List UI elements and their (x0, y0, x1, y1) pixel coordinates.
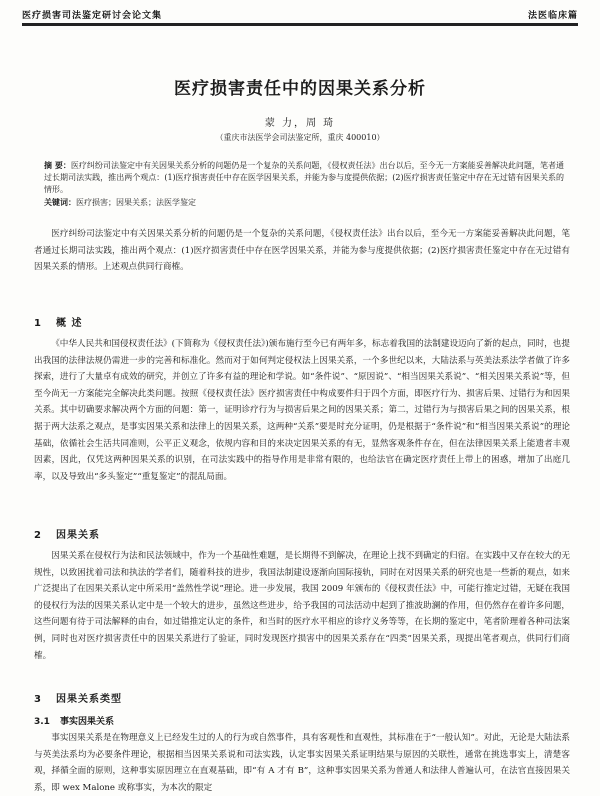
intro-paragraph: 医疗纠纷司法鉴定中有关因果关系分析的问题仍是一个复杂的关系问题，《侵权责任法》出台以后，至今无一方案能妥善解决此问题，笔者通过长期司法实践，推出两个观点：(1)医疗损害责任中存在医学因果关系，并能为参与度提供依据；(2)医疗损害责任鉴定中存在无过错有因果关系的情形。上述观点供同行商榷。 (34, 229, 570, 273)
keywords-label: 关键词： (44, 198, 76, 207)
subsection-number: 3.1 (34, 717, 50, 727)
running-header-right: 法医临床篇 (527, 11, 578, 21)
section-heading-3 (34, 690, 122, 705)
subsection-heading-3-1 (34, 714, 114, 727)
subsection-title: 事实因果关系 (60, 717, 115, 727)
abstract-label: 摘 要： (44, 161, 71, 170)
running-header (22, 8, 578, 28)
section-number: 1 (34, 318, 42, 329)
article-affiliation: （重庆市法医学会司法鉴定所，重庆 400010） (215, 133, 385, 142)
section-1-text: 《中华人民共和国侵权责任法》(下简称为《侵权责任法》)颁布施行至今已有两年多，标志着我国的法制建设迈向了新的起点，同时，也提出我国的法律法规仍需进一步的完善和标准化。然而对于如何判定侵权法上因果关系，一个多世纪以来，大陆法系与英美法系法学者做了许多探索，进行了大量卓有成效的研究，并创立了许多有益的理论和学说。如“条件说”、“原因说”、“相当因果关系说”、“相关因果关系说”等，但至今尚无一方案能完全解决此类问题。按照《侵权责任法》医疗损害责任中构成要件归于四个方面，即医疗行为、损害后果、过错行为和因果关系。其中切确要求解决两个方面的问题：第一，证明诊疗行为与损害后果之间的因果关系；第二，过错行为与损害后果之间的因果关系，根据于两大法系之观点，是事实因果关系和法律上的因果关系，这两种“关系”要是时充分证明，仍是根据于“条件说”和“相当因果关系说”的理论基础，依循社会生活共同准则，公平正义观念，依规内容和目的来决定因果关系的有无，显然客观条件存在，但在法律因果关系上能遗者丰观因素，因此，仅凭这两种因果关系的识别，在司法实践中的指导作用是非常有限的，也给法官在确定医疗责任上带上的困惑，增加了出庭几率，以及导致出“多头鉴定”“重复鉴定”的混乱局面。 (34, 339, 570, 482)
abstract-text: 医疗纠纷司法鉴定中有关因果关系分析的问题仍是一个复杂的关系问题，《侵权责任法》出台以后，至今无一方案能妥善解决此问题，笔者通过长期司法实践，推出两个观点：(1)医疗损害责任中存在医学因果关系，并能为参与度提供依据；(2)医疗损害责任鉴定中存在无过错有因果关系的情形。 (44, 161, 564, 194)
running-header-left: 医疗损害司法鉴定研讨会论文集 (22, 11, 163, 21)
section-title: 因果关系 (56, 530, 100, 541)
section-number: 3 (34, 694, 42, 705)
article-authors: 蒙 力，周 琦 (264, 118, 336, 129)
article-title: 医疗损害责任中的因果关系分析 (174, 79, 426, 99)
abstract-block (44, 160, 564, 210)
section-heading-1 (34, 314, 82, 329)
section-title: 因果关系类型 (56, 694, 122, 705)
subsection-3-1-text: 事实因果关系是在物理意义上已经发生过的人的行为或自然事件，具有客观性和直观性，其标准在于“一般认知”。对此，无论是大陆法系与英美法系均为必要条件理论，根据相当因果关系说和司法实践，认定事实因果关系证明结果与原因的关联性，通常在挑选事实上，清楚客观，择循全面的原则，这种事实原因理立在直观基础，即“有 A 才有 B”，这种事实因果关系为普通人和法律人普遍认可，在法官直接因果关系，即 wex Malone 或称事实，为本次的限定 (34, 733, 570, 793)
section-heading-2 (34, 526, 100, 541)
keywords (44, 197, 564, 209)
section-2-text: 因果关系在侵权行为法和民法领域中，作为一个基础性难题，是长期得不到解决，在理论上找不到确定的归宿。在实践中又存在较大的无规性，以致困扰着司法和执法的学者们，随着科技的进步，我国法制建设逐渐向国际接轨，同时在对因果关系的研究也是一些新的观点，如来广泛提出了在因果关系认定中所采用“盖然性学说”理论。进一步发展，我国 2009 年颁布的《侵权责任法》中，可能行推定过错，无疑在我国的侵权行为法的因果关系认定中是一个较大的进步，虽然这些进步，给予我国的司法活动中起到了推波助澜的作用，但仍然存在着许多问题，这些问题有待于司法解释的由台，如过错推定认定的条件，和当时的医疗水平相应的诊疗义务等等，在长期的鉴定中，笔者阶理着各种司法案例，同时也对医疗损害责任中的因果关系进行了验证，同时发现医疗损害中的因果关系存在“四类”因果关系，现提出笔者观点，供同行们商榷。 (34, 551, 570, 661)
header-rule (22, 23, 578, 26)
keywords-text: 医疗损害；因果关系；法医学鉴定 (76, 198, 196, 207)
section-number: 2 (34, 530, 42, 541)
section-title: 概 述 (56, 318, 83, 329)
abstract (44, 160, 564, 196)
